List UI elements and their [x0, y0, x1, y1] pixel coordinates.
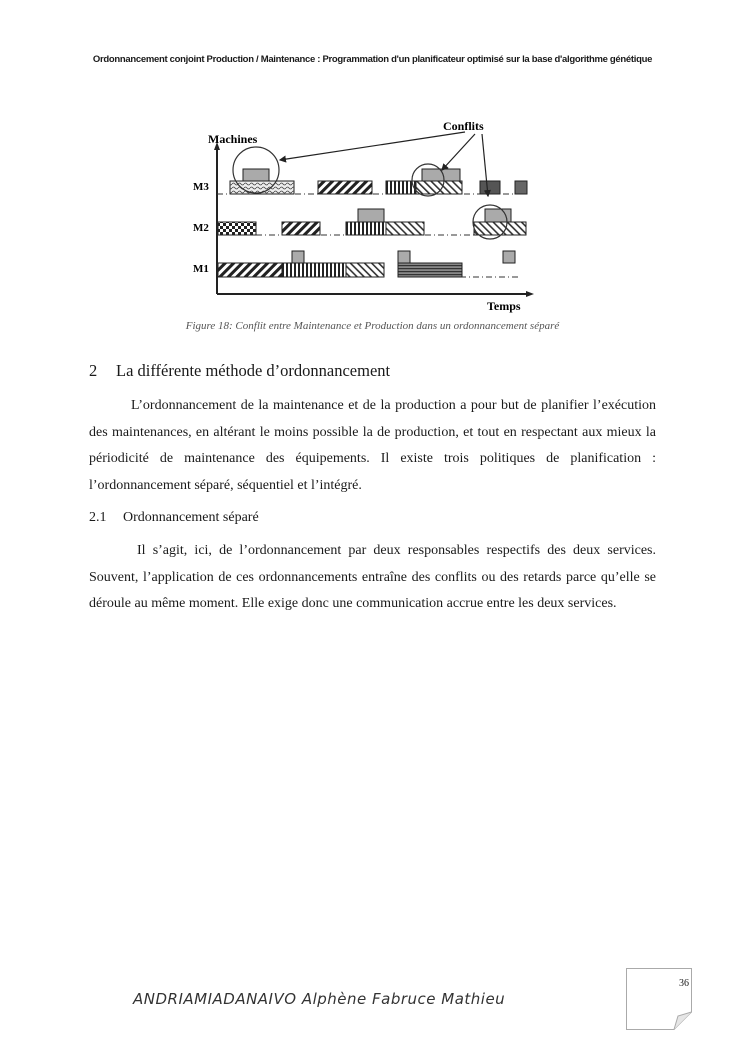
y-axis-label: Machines: [208, 132, 258, 146]
page-number: 36: [679, 978, 689, 989]
machine-label-m1: M1: [193, 263, 209, 275]
author-footer: ANDRIAMIADANAIVO Alphène Fabruce Mathieu: [133, 990, 506, 1008]
x-axis-label: Temps: [487, 299, 521, 313]
machine-label-m2: M2: [193, 222, 209, 234]
machine-label-m3: M3: [193, 181, 209, 193]
section-2-number: 2: [89, 361, 98, 380]
section-2-1-text: Il s’agit, ici, de l’ordonnancement par deux responsables respectifs des deux services. Souvent, l’application de ces ordonnancements entraîne des conflits ou des retards parce qu’elle se déroule au même moment. Elle exige donc une communication accrue entre les deux services.: [89, 543, 656, 611]
running-header: Ordonnancement conjoint Production / Maintenance : Programmation d'un planificateur optimisé sur la base d'algorithme génétique: [92, 54, 653, 65]
m2-tasks: [218, 209, 526, 235]
m1-tasks: [218, 251, 515, 277]
m3-tasks: [230, 169, 527, 194]
section-2-1-paragraph: [89, 538, 656, 618]
section-2-heading: [89, 361, 390, 381]
conflicts-label: Conflits: [443, 119, 484, 133]
section-2-1-title: Ordonnancement séparé: [123, 510, 259, 525]
section-2-title: La différente méthode d’ordonnancement: [116, 361, 391, 380]
gantt-figure: [190, 118, 550, 318]
section-2-1-number: 2.1: [89, 510, 107, 525]
section-2-1-heading: [89, 510, 259, 526]
section-2-paragraph: [89, 393, 656, 499]
figure-caption: Figure 18: Conflit entre Maintenance et Production dans un ordonnancement séparé: [185, 320, 560, 332]
section-2-text: L’ordonnancement de la maintenance et de la production a pour but de planifier l’exécution des maintenances, en altérant le moins possible la de production, et tout en respectant aux mieux la périodicité de maintenance des équipements. Il existe trois politiques de planification : l’ordonnancement séparé, séquentiel et l’intégré.: [89, 398, 656, 493]
